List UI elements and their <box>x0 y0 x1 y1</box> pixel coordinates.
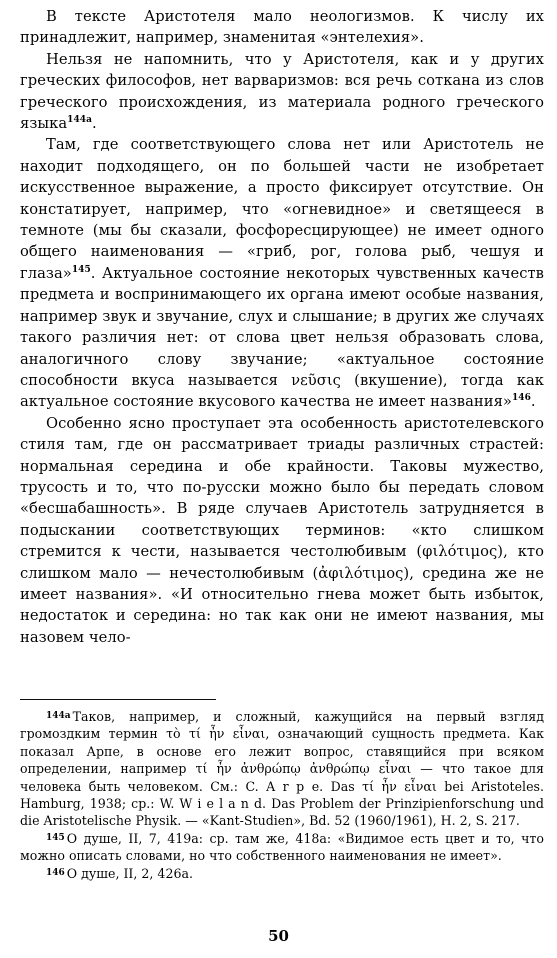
footnote-text: О душе, II, 7, 419а: ср. там же, 418а: «Видимое есть цвет и то, что можно описать словами, но что собственного наименования не имеет». <box>20 830 544 864</box>
paragraph-2: Нельзя не напомнить, что у Аристотеля, как и у других греческих философов, нет варваризмов: вся речь соткана из слов греческого происхождения, из материала родного греческого языка$^{144а}$. <box>20 50 544 133</box>
paragraph-3-text-a: Там, где соответствующего слова нет или Аристотель не находит подходящего, он по большей части не изобретает искусственное выражение, а просто фиксирует отсутствие. Он констатирует, например, что «огневидное» и светящееся в темноте (мы бы сказали, фосфоресцирующее) не имеет одного общего наименования — «гриб, рог, голова рыб, чешуя и глаза» <box>20 136 544 282</box>
footnote-ref-144a[interactable]: 144а <box>67 115 92 126</box>
footnote-number: 144а <box>46 711 71 721</box>
footnote-146 <box>20 865 544 882</box>
footnotes <box>20 708 544 882</box>
footnote-number: 145 <box>46 832 65 843</box>
paragraph-1: В тексте Аристотеля мало неологизмов. К числу их принадлежит, например, знаменитая «энтелехия». <box>20 8 544 47</box>
page-number: 50 <box>268 927 289 945</box>
paragraph-3: Там, где соответствующего слова нет или Аристотель не находит подходящего, он по большей части не изобретает искусственное выражение, а просто фиксирует отсутствие. Он констатирует, например, что «огневидное» и светящееся в темноте (мы бы сказали, фосфоресцирующее) не имеет одного общего наименования — «гриб, рог, голова рыб, чешуя и глаза»$^{145}$. Актуальное состояние некоторых чувственных качеств предмета и воспринимающего их органа имеют особые названия, например звук и звучание, слух и слышание; в других же случаях такого различия нет: от слова цвет нельзя образовать слова, аналогичного слову звучание; «актуальное состояние способности вкуса называется νεῦσις (вкушение), тогда как актуальное состояние вкусового качества не имеет названия»$^{146}$. <box>20 136 544 411</box>
footnote-145 <box>20 830 544 865</box>
paragraph-2-text: Нельзя не напомнить, что у Аристотеля, как и у других греческих философов, нет варваризмов: вся речь соткана из слов греческого происхождения, из материала родного греческого языка <box>20 50 544 133</box>
main-text <box>20 6 544 648</box>
footnote-ref-145[interactable]: 145 <box>71 264 91 275</box>
footnote-number: 146 <box>46 867 65 878</box>
paragraph-3-text-b: Актуальное состояние некоторых чувственных качеств предмета и воспринимающего их органа имеют особые названия, например звук и звучание, слух и слышание; в других же случаях такого различия нет: от слова цвет нельзя образовать слова, аналогичного слову звучание; «актуальное состояние способности вкуса называется νεῦσις (вкушение), тогда как актуальное состояние вкусового качества не имеет названия» <box>20 264 544 411</box>
footnote-text: О душе, II, 2, 426а. <box>66 865 193 881</box>
footnote-ref-146[interactable]: 146 <box>511 393 531 404</box>
paragraph-4: Особенно ясно проступает эта особенность аристотелевского стиля там, где он рассматривает триады различных страстей: нормальная середина и обе крайности. Таковы мужество, трусость и то, что по-русски можно было бы передать словом «бесшабашность». В ряде случаев Аристотель затрудняется в подыскании соответствующих терминов: «кто слишком стремится к чести, называется честолюбивым (φιλότιμος), кто слишком мало — нечестолюбивым (ἀφιλότιμος), средина же не имеет названия». «И относительно гнева может быть избыток, недостаток и середина: но так как они не имеют названия, мы назовем чело- <box>20 414 544 646</box>
footnote-144a <box>20 708 544 830</box>
footnote-separator <box>20 699 216 700</box>
footnote-text: Таков, например, и сложный, кажущийся на первый взгляд громоздким термин τὸ τί ἦν εἶναι, означающий сущность предмета. Как показал Арпе, в основе его лежит вопрос, ставящийся при всяком определении, например τί ἦν ἀνθρώπῳ ἀνθρώπῳ εἶναι — что такое для человека быть человеком. См.: C. A r p e. Das τί ἦν εἶναι bei Aristoteles. Hamburg, 1938; ср.: W. W i e l a n d. Das Problem der Prinzipienforschung und die Aristotelische Physik. — «Kant-Studien», Bd. 52 (1960/1961), H. 2, S. 217. <box>20 709 544 829</box>
